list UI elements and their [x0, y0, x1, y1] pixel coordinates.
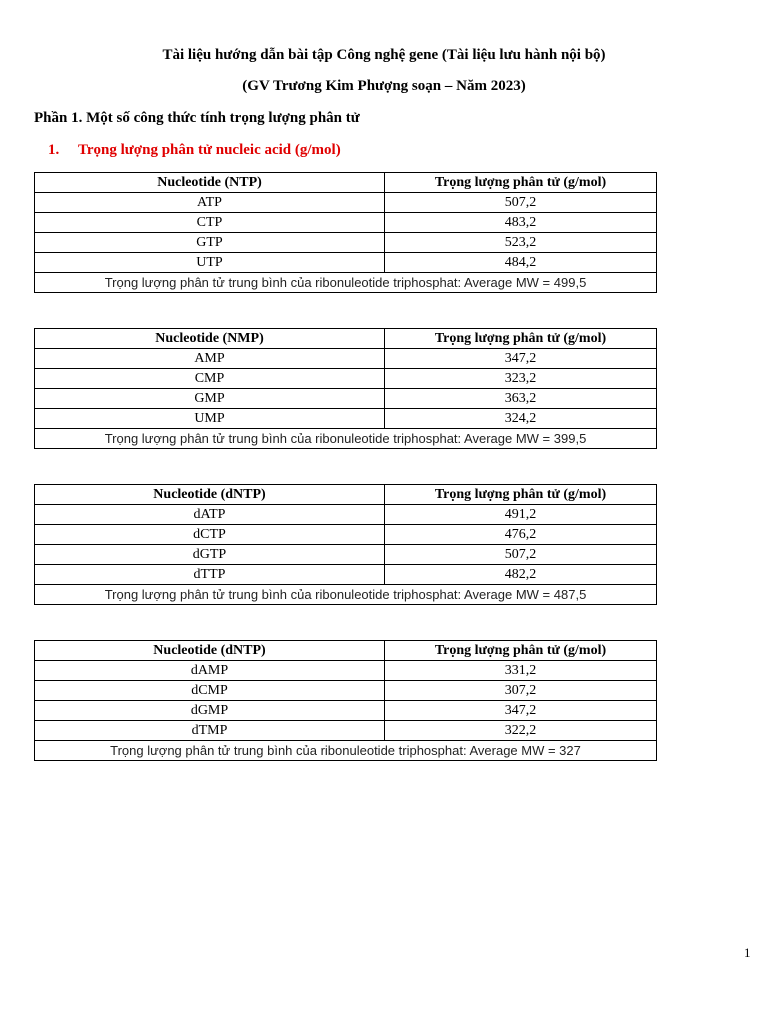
table-row	[35, 545, 657, 565]
table-row	[35, 389, 657, 409]
weight-cell: 322,2	[385, 721, 657, 741]
nucleotide-cell: CMP	[35, 369, 385, 389]
column-header: Trọng lượng phân tử (g/mol)	[385, 173, 657, 193]
section-heading: Phần 1. Một số công thức tính trọng lượng phân tử	[34, 110, 360, 126]
nucleotide-cell: dCTP	[35, 525, 385, 545]
column-header: Trọng lượng phân tử (g/mol)	[385, 641, 657, 661]
column-header: Nucleotide (NMP)	[35, 329, 385, 349]
weight-cell: 307,2	[385, 681, 657, 701]
weight-cell: 507,2	[385, 545, 657, 565]
subsection-number: 1.	[48, 142, 60, 158]
weight-cell: 323,2	[385, 369, 657, 389]
table-row	[35, 253, 657, 273]
table-footer-row	[35, 429, 657, 449]
average-mw-note: Trọng lượng phân tử trung bình của ribonuleotide triphosphat: Average MW = 399,5	[35, 429, 657, 449]
document-subtitle: (GV Trương Kim Phượng soạn – Năm 2023)	[242, 78, 526, 94]
nmp-weight-table	[34, 328, 657, 449]
document-title: Tài liệu hướng dẫn bài tập Công nghệ gene (Tài liệu lưu hành nội bộ)	[162, 47, 606, 63]
table-row	[35, 661, 657, 681]
column-header: Nucleotide (dNTP)	[35, 641, 385, 661]
nucleotide-cell: dGMP	[35, 701, 385, 721]
table-row	[35, 721, 657, 741]
table-row	[35, 701, 657, 721]
table-footer-row	[35, 585, 657, 605]
weight-cell: 347,2	[385, 701, 657, 721]
table-header-row	[35, 329, 657, 349]
weight-cell: 347,2	[385, 349, 657, 369]
nucleotide-cell: dGTP	[35, 545, 385, 565]
table-row	[35, 409, 657, 429]
column-header: Nucleotide (NTP)	[35, 173, 385, 193]
table-header-row	[35, 485, 657, 505]
table-row	[35, 213, 657, 233]
nucleotide-cell: UMP	[35, 409, 385, 429]
nucleotide-cell: AMP	[35, 349, 385, 369]
nucleotide-cell: dTMP	[35, 721, 385, 741]
weight-cell: 331,2	[385, 661, 657, 681]
weight-cell: 523,2	[385, 233, 657, 253]
weight-cell: 491,2	[385, 505, 657, 525]
dnmp-weight-table	[34, 640, 657, 761]
table-row	[35, 525, 657, 545]
nucleotide-cell: dAMP	[35, 661, 385, 681]
subsection-heading	[48, 142, 341, 159]
table-row	[35, 349, 657, 369]
table-row	[35, 681, 657, 701]
column-header: Trọng lượng phân tử (g/mol)	[385, 329, 657, 349]
nucleotide-cell: CTP	[35, 213, 385, 233]
table-header-row	[35, 173, 657, 193]
table-footer-row	[35, 741, 657, 761]
table-row	[35, 505, 657, 525]
average-mw-note: Trọng lượng phân tử trung bình của ribonuleotide triphosphat: Average MW = 487,5	[35, 585, 657, 605]
table-row	[35, 565, 657, 585]
nucleotide-cell: dCMP	[35, 681, 385, 701]
weight-cell: 484,2	[385, 253, 657, 273]
average-mw-note: Trọng lượng phân tử trung bình của ribonuleotide triphosphat: Average MW = 499,5	[35, 273, 657, 293]
table-row	[35, 369, 657, 389]
nucleotide-cell: GTP	[35, 233, 385, 253]
nucleotide-cell: GMP	[35, 389, 385, 409]
column-header: Nucleotide (dNTP)	[35, 485, 385, 505]
weight-cell: 507,2	[385, 193, 657, 213]
nucleotide-cell: ATP	[35, 193, 385, 213]
weight-cell: 476,2	[385, 525, 657, 545]
weight-cell: 483,2	[385, 213, 657, 233]
average-mw-note: Trọng lượng phân tử trung bình của ribonuleotide triphosphat: Average MW = 327	[35, 741, 657, 761]
ntp-weight-table	[34, 172, 657, 293]
column-header: Trọng lượng phân tử (g/mol)	[385, 485, 657, 505]
subsection-title: Trọng lượng phân tử nucleic acid (g/mol)	[78, 142, 341, 158]
table-footer-row	[35, 273, 657, 293]
table-row	[35, 193, 657, 213]
table-header-row	[35, 641, 657, 661]
weight-cell: 482,2	[385, 565, 657, 585]
dntp-weight-table	[34, 484, 657, 605]
nucleotide-cell: dTTP	[35, 565, 385, 585]
page-number: 1	[744, 945, 751, 960]
table-row	[35, 233, 657, 253]
weight-cell: 363,2	[385, 389, 657, 409]
nucleotide-cell: UTP	[35, 253, 385, 273]
nucleotide-cell: dATP	[35, 505, 385, 525]
weight-cell: 324,2	[385, 409, 657, 429]
